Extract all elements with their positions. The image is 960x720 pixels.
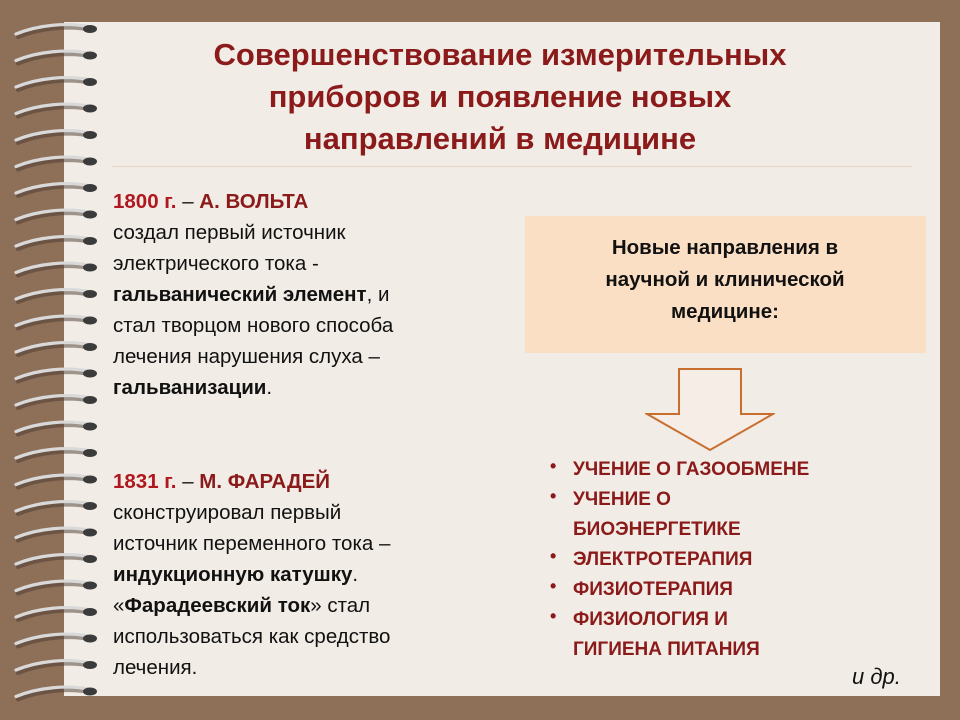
down-arrow-icon	[645, 368, 775, 452]
spiral-ring-icon	[16, 237, 97, 249]
spiral-ring-icon	[16, 316, 97, 328]
box-line-1: Новые направления в	[611, 236, 839, 259]
list-item-text: ФИЗИОЛОГИЯ И	[573, 609, 728, 630]
spiral-ring-icon	[16, 290, 97, 302]
spiral-ring-icon	[16, 131, 97, 143]
volta-dash: –	[182, 190, 194, 213]
spiral-ring-icon	[16, 502, 97, 514]
spiral-ring-icon	[16, 528, 97, 540]
faraday-text-4	[113, 590, 533, 621]
faraday-text-5: использоваться как средство	[113, 625, 391, 648]
spiral-ring-icon	[16, 396, 97, 408]
faraday-term-faradic-current: Фарадеевский ток	[124, 594, 311, 617]
spiral-ring-icon	[16, 661, 97, 673]
spiral-ring-icon	[16, 51, 97, 63]
list-item	[548, 455, 928, 485]
volta-heading	[113, 186, 533, 217]
title-line-2: приборов и появление новых	[268, 79, 732, 114]
spiral-binding-icon	[0, 0, 110, 720]
volta-text-2: электрического тока -	[113, 252, 319, 275]
faraday-dash: –	[182, 470, 194, 493]
spiral-ring-icon	[16, 422, 97, 434]
faraday-text-3b: .	[352, 563, 359, 586]
volta-text-3b: , и	[366, 283, 390, 306]
page-title	[130, 34, 870, 160]
bullet-icon: •	[550, 486, 557, 506]
faraday-text-2: источник переменного тока –	[113, 532, 391, 555]
faraday-text-3	[113, 559, 533, 590]
volta-term-galvanic-element: гальванический элемент	[113, 283, 367, 306]
list-item-text: УЧЕНИЕ О ГАЗООБМЕНЕ	[573, 459, 810, 480]
title-line-3: направлений в медицине	[303, 121, 697, 156]
spiral-ring-icon	[16, 555, 97, 567]
box-line-2: научной и клинической	[605, 268, 845, 291]
faraday-quote-open: «	[113, 594, 125, 617]
list-item-continuation: ГИГИЕНА ПИТАНИЯ	[573, 639, 760, 660]
faraday-quote-close: » стал	[310, 594, 371, 617]
title-line-1: Совершенствование измерительных	[213, 37, 787, 72]
etcetera-note: и др.	[852, 664, 901, 689]
list-item-text: УЧЕНИЕ О	[573, 489, 671, 510]
title-divider	[112, 166, 912, 167]
volta-text-5: лечения нарушения слуха –	[113, 345, 380, 368]
bullet-icon: •	[550, 546, 557, 566]
spiral-ring-icon	[16, 210, 97, 222]
volta-year: 1800 г.	[113, 190, 177, 213]
spiral-ring-icon	[16, 449, 97, 461]
spiral-ring-icon	[16, 475, 97, 487]
list-item	[548, 605, 928, 635]
directions-list	[548, 455, 928, 665]
bullet-icon: •	[550, 456, 557, 476]
volta-term-galvanization: гальванизации	[113, 376, 267, 399]
faraday-entry	[113, 466, 533, 683]
spiral-ring-icon	[16, 581, 97, 593]
spiral-ring-icon	[16, 263, 97, 275]
spiral-ring-icon	[16, 687, 97, 699]
volta-text-4: стал творцом нового способа	[113, 314, 394, 337]
spiral-ring-icon	[16, 184, 97, 196]
volta-text-6	[113, 372, 533, 403]
bullet-icon: •	[550, 606, 557, 626]
spiral-ring-icon	[16, 78, 97, 90]
list-item	[548, 485, 928, 515]
faraday-heading	[113, 466, 533, 497]
spiral-ring-icon	[16, 343, 97, 355]
volta-name: А. ВОЛЬТА	[199, 190, 309, 213]
list-item-continuation: БИОЭНЕРГЕТИКЕ	[573, 519, 741, 540]
spiral-ring-icon	[16, 369, 97, 381]
spiral-ring-icon	[16, 608, 97, 620]
volta-text-3	[113, 279, 533, 310]
faraday-text-1: сконструировал первый	[113, 501, 342, 524]
bullet-icon: •	[550, 576, 557, 596]
list-item	[548, 575, 928, 605]
faraday-text-6: лечения.	[113, 656, 198, 679]
new-directions-box	[525, 216, 926, 353]
faraday-name: М. ФАРАДЕЙ	[199, 470, 331, 493]
volta-text-6b: .	[266, 376, 273, 399]
list-item-text: ФИЗИОТЕРАПИЯ	[573, 579, 733, 600]
volta-text-1: создал первый источник	[113, 221, 346, 244]
spiral-ring-icon	[16, 157, 97, 169]
box-line-3: медицине:	[671, 300, 779, 323]
faraday-year: 1831 г.	[113, 470, 177, 493]
faraday-term-induction-coil: индукционную катушку	[113, 563, 353, 586]
volta-entry	[113, 186, 533, 403]
spiral-ring-icon	[16, 25, 97, 37]
list-item	[548, 545, 928, 575]
spiral-ring-icon	[16, 104, 97, 116]
spiral-ring-icon	[16, 634, 97, 646]
new-directions-heading	[545, 232, 905, 328]
list-item-text: ЭЛЕКТРОТЕРАПИЯ	[573, 549, 753, 570]
